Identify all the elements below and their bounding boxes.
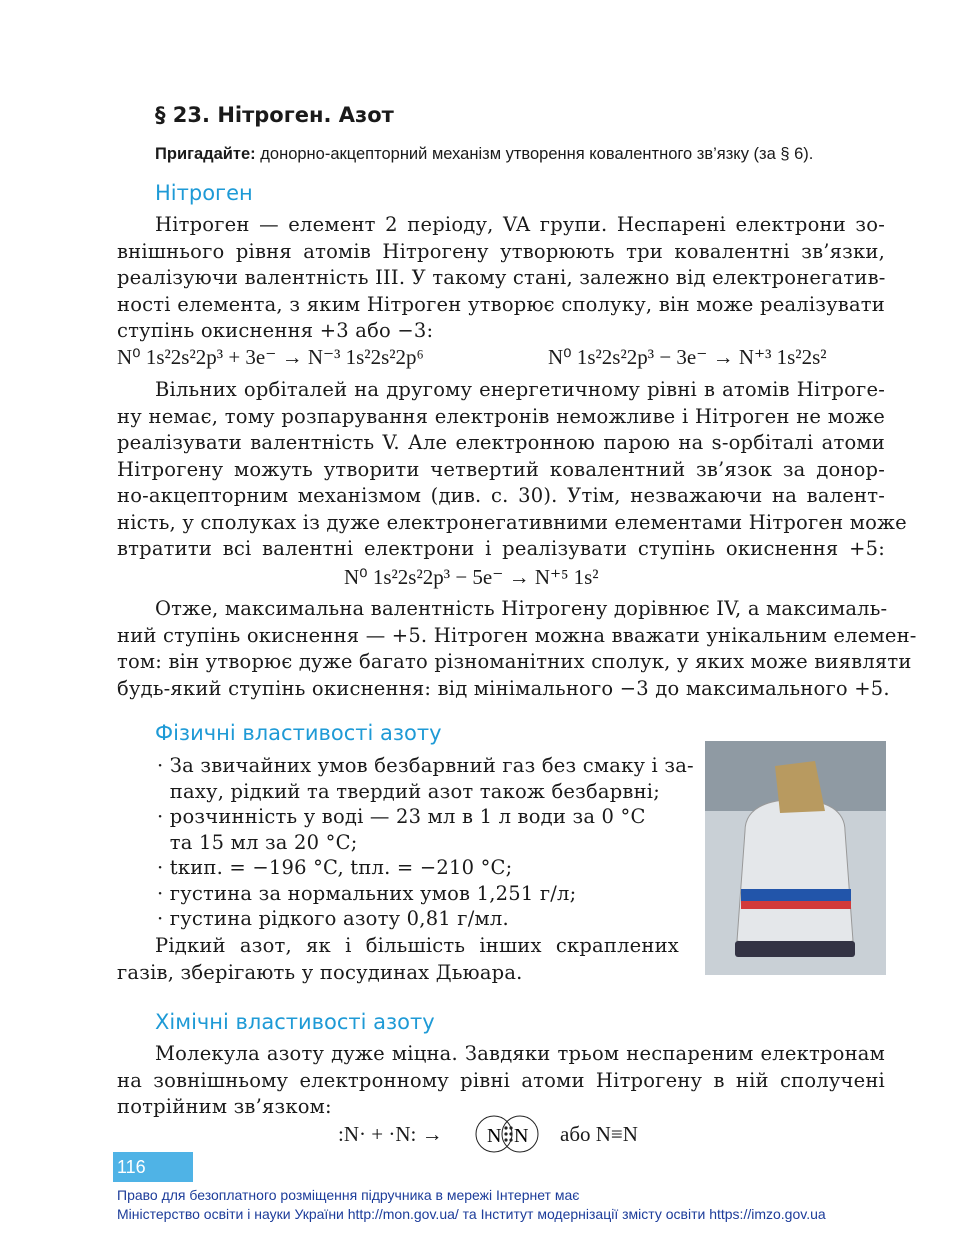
text-line: · tкип. = −196 °C, tпл. = −210 °C; (157, 856, 513, 879)
text-line: том: він утворює дуже багато різноманітних сполук, у яких може виявляти (117, 650, 912, 673)
text-line: ність, у сполуках із дуже електронегативними елементами Нітроген може (117, 510, 907, 534)
heading-chemical: Хімічні властивості азоту (155, 1010, 435, 1034)
text-line: паху, рідкий та твердий азот також безбарвні; (157, 779, 661, 803)
text-line: · густина за нормальних умов 1,251 г/л; (157, 881, 577, 905)
equation-reduction: N⁰ 1s²2s²2p³ + 3e⁻ → N⁻³ 1s²2s²2p⁶ (117, 345, 424, 369)
lewis-reactants: :N· + ·N: → (338, 1122, 443, 1146)
recall-text: донорно-акцепторний механізм утворення ковалентного зв’язку (за § 6). (255, 145, 814, 163)
lewis-n2-diagram (474, 1114, 544, 1154)
heading-nitrogen: Нітроген (155, 181, 253, 205)
footer-line-2: Міністерство освіти і науки України http://mon.gov.ua/ та Інститут модернізації змісту освіти https://imzo.gov.ua (117, 1206, 826, 1222)
page-number: 116 (113, 1152, 193, 1182)
text-line: Рідкий азот, як і більшість інших скраплених (155, 934, 679, 957)
equation-oxidation-5: N⁰ 1s²2s²2p³ − 5e⁻ → N⁺⁵ 1s² (344, 565, 599, 589)
text-line: реалізувати валентність V. Але електронною парою на s-орбіталі атоми (117, 431, 885, 454)
text-line: Нітрогену можуть утворити четвертий ковалентний зв’язок за донор- (117, 457, 885, 481)
text-line: Нітроген — елемент 2 періоду, VA групи. Неспарені електрони зо- (155, 213, 885, 236)
text-line: будь-який ступінь окиснення: від мінімального −3 до максимального +5. (117, 676, 890, 700)
equation-oxidation: N⁰ 1s²2s²2p³ − 3e⁻ → N⁺³ 1s²2s² (548, 345, 827, 369)
atom-label-right: N (514, 1125, 529, 1147)
text-line: та 15 мл за 20 °C; (157, 830, 358, 854)
page-title: § 23. Нітроген. Азот (155, 103, 394, 127)
text-line: ну немає, тому розпарування електронів неможливе і Нітроген не може (117, 404, 885, 428)
shared-electron-pairs (504, 1126, 512, 1141)
text-line: ступінь окиснення +3 або −3: (117, 319, 434, 342)
recall-label: Пригадайте: (155, 145, 256, 163)
text-line: внішнього рівня атомів Нітрогену утворюють три ковалентні зв’язки, (117, 239, 885, 263)
text-line: но-акцепторним механізмом (див. с. 30). Утім, незважаючи на валент- (117, 484, 885, 507)
text-line: ності елемента, з яким Нітроген утворює сполуку, він може реалізувати (117, 292, 885, 316)
atom-label-left: N (487, 1125, 502, 1147)
text-line: Молекула азоту дуже міцна. Завдяки трьом неспареним електронам (155, 1042, 885, 1065)
text-line: ний ступінь окиснення — +5. Нітроген можна вважати унікальним елемен- (117, 623, 917, 647)
text-line: · За звичайних умов безбарвний газ без смаку і за- (157, 754, 694, 777)
text-line: втратити всі валентні електрони і реалізувати ступінь окиснення +5: (117, 537, 885, 560)
text-line: Отже, максимальна валентність Нітрогену дорівнює IV, а максималь- (155, 597, 888, 620)
text-line: реалізуючи валентність III. У такому стані, залежно від електронегатив- (117, 266, 886, 289)
text-line: · розчинність у воді — 23 мл в 1 л води за 0 °C (157, 805, 646, 828)
dewar-vessel-photo (705, 741, 886, 975)
n2-triple-bond: або N≡N (560, 1122, 638, 1146)
text-line: · густина рідкого азоту 0,81 г/мл. (157, 907, 509, 930)
text-line: газів, зберігають у посудинах Дьюара. (117, 960, 523, 984)
heading-physical: Фізичні властивості азоту (155, 721, 442, 745)
text-line: Вільних орбіталей на другому енергетичному рівні в атомів Нітроге- (155, 378, 885, 401)
text-line: потрійним зв’язком: (117, 1095, 332, 1118)
text-line: на зовнішньому електронному рівні атоми Нітрогену в ній сполучені (117, 1068, 885, 1092)
recall-note (155, 144, 813, 164)
footer-line-1: Право для безоплатного розміщення підручника в мережі Інтернет має (117, 1187, 580, 1203)
